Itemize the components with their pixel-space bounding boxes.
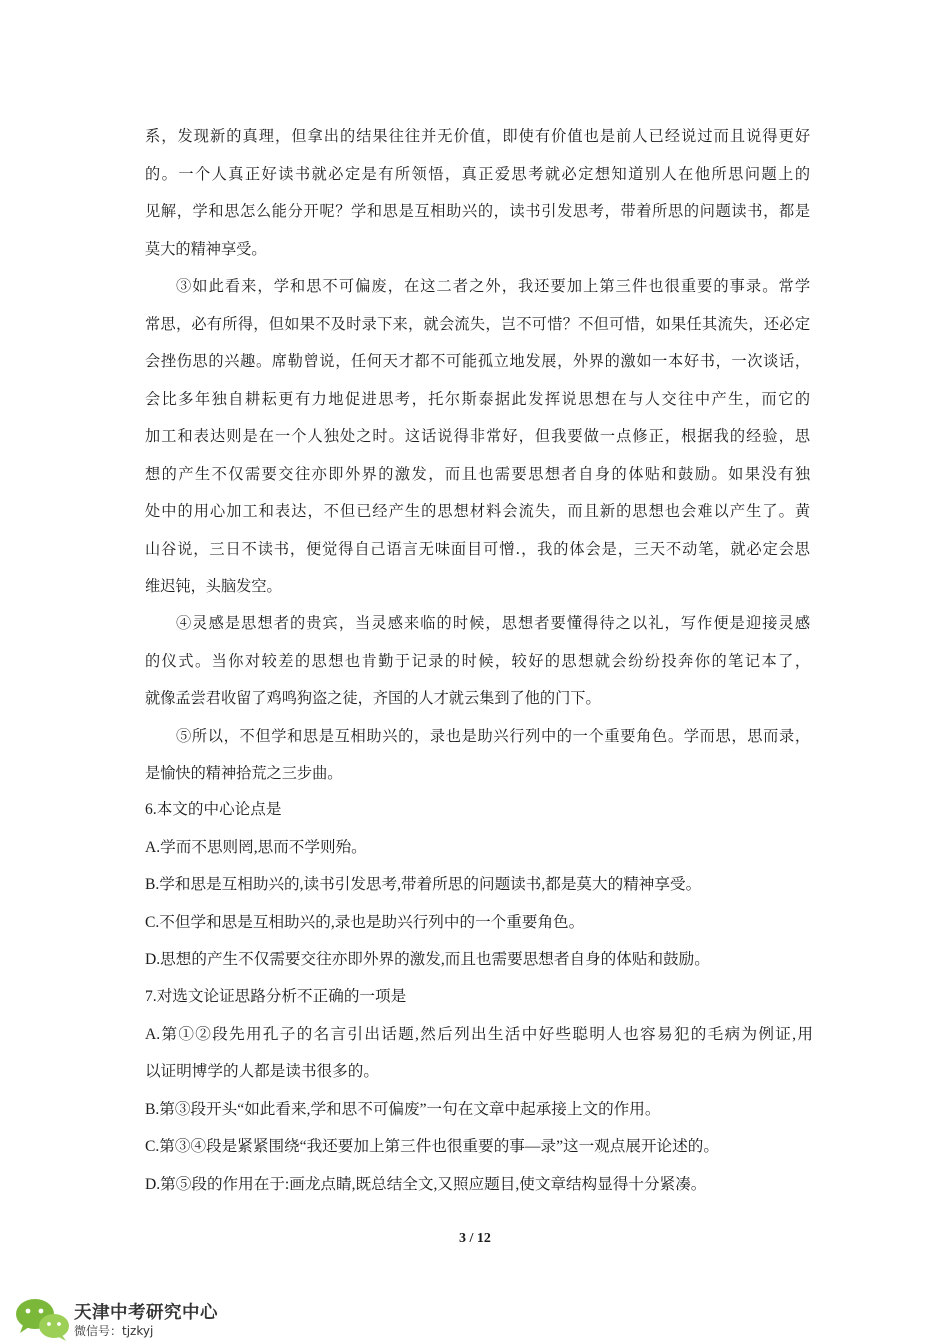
option-d: D.思想的产生不仅需要交往亦即外界的激发,而且也需要思想者自身的体贴和鼓励。 bbox=[145, 951, 710, 968]
logo-title: 天津中考研究中心 bbox=[74, 1303, 218, 1323]
text-line: 山谷说，三日不读书，便觉得自己语言无味面目可憎.，我的体会是，三天不动笔，就必定会思 bbox=[145, 540, 810, 558]
text-line: 处中的用心加工和表达，不但已经产生的思想材料会流失，而且新的思想也会难以产生了。黄 bbox=[145, 502, 810, 520]
wechat-icon bbox=[14, 1296, 72, 1342]
text-line: 想的产生不仅需要交往亦即外界的激发，而且也需要思想者自身的体贴和鼓励。如果没有独 bbox=[145, 465, 810, 483]
text-line: 就像孟尝君收留了鸡鸣狗盗之徒，齐国的人才就云集到了他的门下。 bbox=[145, 689, 601, 707]
option-b: B.第③段开头“如此看来,学和思不可偏废”一句在文章中起承接上文的作用。 bbox=[145, 1101, 661, 1118]
text-line: 常思，必有所得，但如果不及时录下来，就会流失，岂不可惜？不但可惜，如果任其流失，还必定 bbox=[145, 315, 810, 333]
page-number: 3 / 12 bbox=[459, 1231, 491, 1246]
text-line: 系，发现新的真理，但拿出的结果往往并无价值，即使有价值也是前人已经说过而且说得更好 bbox=[145, 127, 810, 145]
option-d: D.第⑤段的作用在于:画龙点睛,既总结全文,又照应题目,使文章结构显得十分紧凑。 bbox=[145, 1176, 707, 1193]
question-stem: 6.本文的中心论点是 bbox=[145, 801, 282, 818]
footer-logo bbox=[14, 1296, 284, 1344]
logo-subtitle: 微信号：tjzkyj bbox=[74, 1324, 154, 1338]
text-line: 维迟钝，头脑发空。 bbox=[145, 577, 282, 595]
text-line: 的。一个人真正好读书就必定是有所领悟，真正爱思考就必定想知道别人在他所思问题上的 bbox=[145, 165, 810, 183]
option-a: A.第①②段先用孔子的名言引出话题,然后列出生活中好些聪明人也容易犯的毛病为例证,用 bbox=[145, 1026, 813, 1043]
option-b: B.学和思是互相助兴的,读书引发思考,带着所思的问题读书,都是莫大的精神享受。 bbox=[145, 876, 702, 893]
text-line: 会比多年独自耕耘更有力地促进思考，托尔斯泰据此发挥说思想在与人交往中产生，而它的 bbox=[145, 390, 810, 408]
question-stem: 7.对选文论证思路分析不正确的一项是 bbox=[145, 988, 407, 1005]
text-line: 的仪式。当你对较差的思想也肯勤于记录的时候，较好的思想就会纷纷投奔你的笔记本了， bbox=[145, 652, 810, 670]
text-line: 莫大的精神享受。 bbox=[145, 240, 267, 258]
option-c: C.第③④段是紧紧围绕“我还要加上第三件也很重要的事—录”这一观点展开论述的。 bbox=[145, 1138, 719, 1155]
text-line: ⑤所以，不但学和思是互相助兴的，录也是助兴行列中的一个重要角色。学而思，思而录， bbox=[176, 727, 810, 745]
option-a: A.学而不思则罔,思而不学则殆。 bbox=[145, 839, 367, 856]
option-c: C.不但学和思是互相助兴的,录也是助兴行列中的一个重要角色。 bbox=[145, 914, 585, 931]
text-line: 是愉快的精神拾荒之三步曲。 bbox=[145, 764, 343, 782]
text-line: 见解，学和思怎么能分开呢？学和思是互相助兴的，读书引发思考，带着所思的问题读书，都是 bbox=[145, 202, 810, 220]
text-line: ③如此看来，学和思不可偏废，在这二者之外，我还要加上第三件也很重要的事录。常学 bbox=[176, 277, 810, 295]
option-a-continued: 以证明博学的人都是读书很多的。 bbox=[145, 1063, 379, 1080]
text-line: 会挫伤思的兴趣。席勒曾说，任何天才都不可能孤立地发展，外界的激如一本好书，一次谈话， bbox=[145, 352, 810, 370]
text-line: ④灵感是思想者的贵宾，当灵感来临的时候，思想者要懂得待之以礼，写作便是迎接灵感 bbox=[176, 614, 810, 632]
text-line: 加工和表达则是在一个人独处之时。这话说得非常好，但我要做一点修正，根据我的经验，思 bbox=[145, 427, 810, 445]
